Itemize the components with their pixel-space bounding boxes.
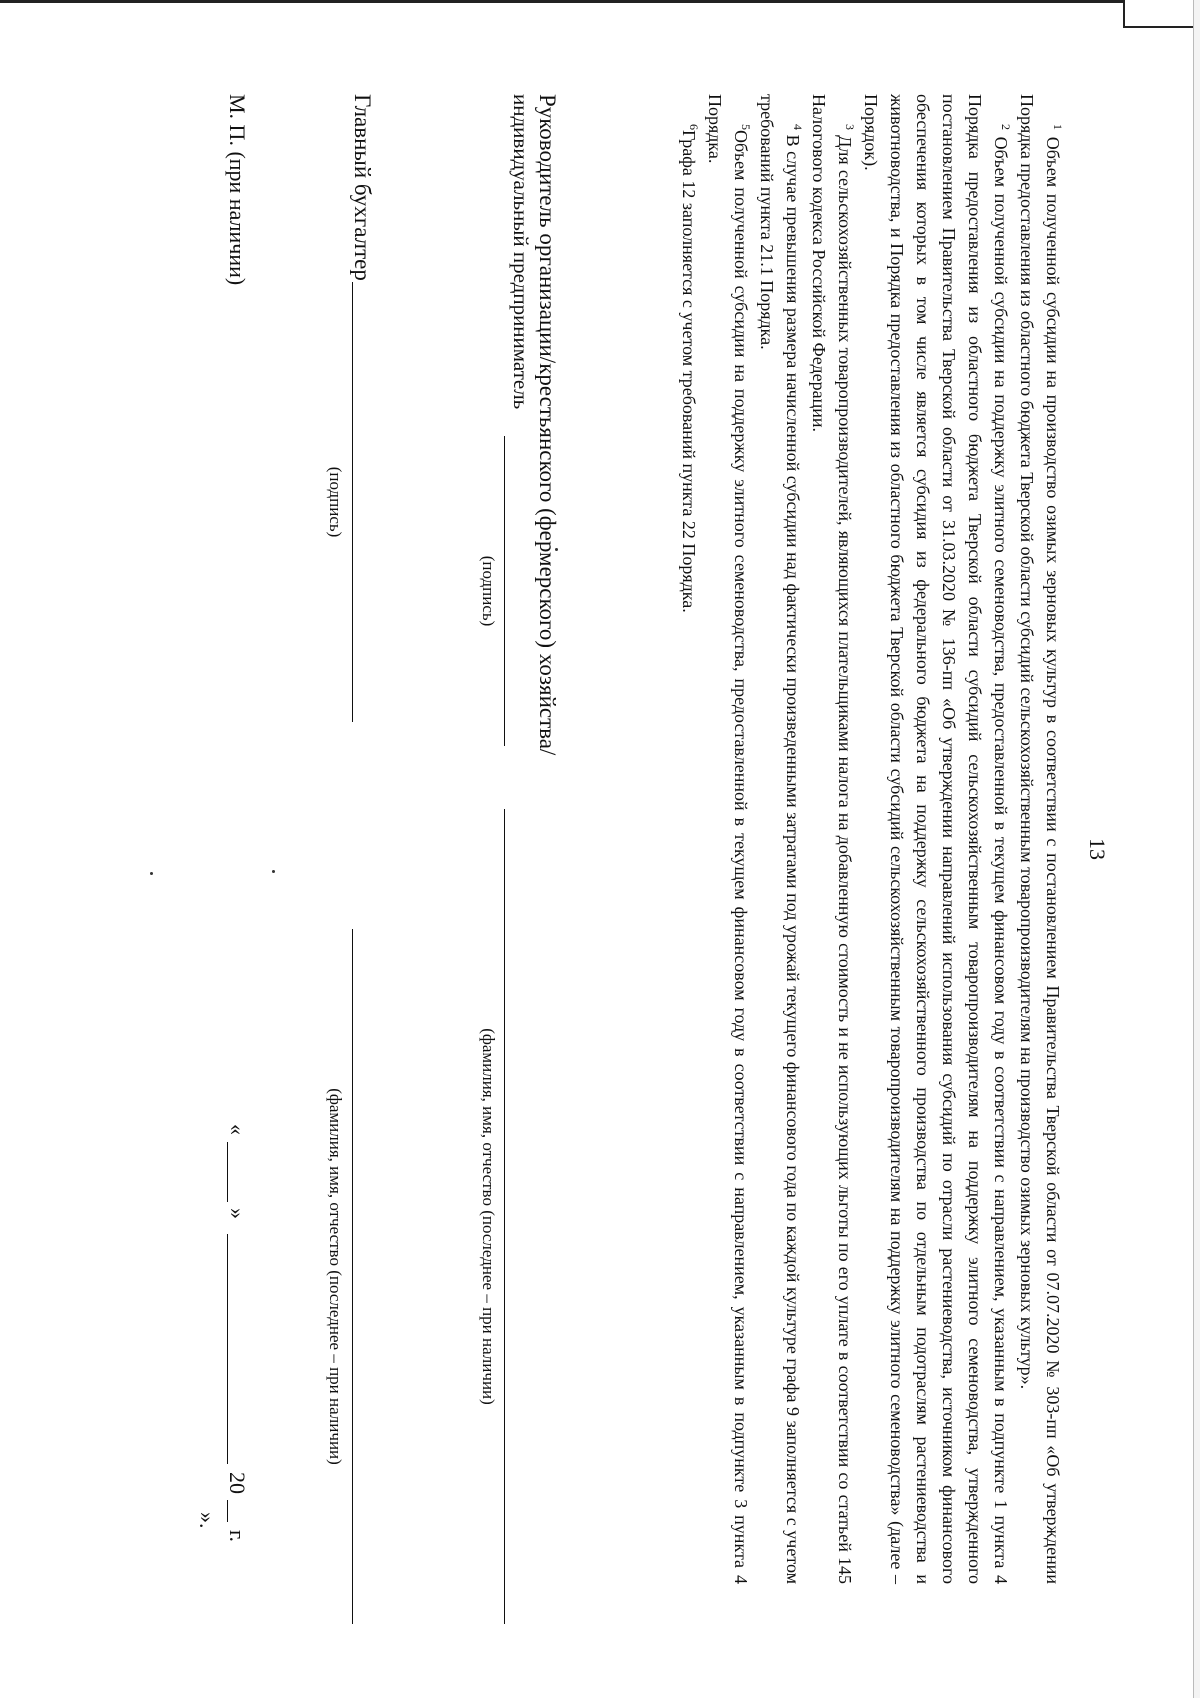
- date-open-quote: «: [225, 1124, 250, 1135]
- seal-label: М. П. (при наличии): [225, 94, 250, 286]
- accountant-name-line[interactable]: [352, 929, 353, 1624]
- scan-notch: [1123, 0, 1200, 28]
- footnote-text: Объем полученной субсидии на поддержку элитного семеноводства, предоставленной в текущем финансовом году в соответствии с направлением, указанным в подпункте 1 пункта 4 Порядка предоставления из областного бюджета Тверской области субсидий сельскохозяйственным товаропроизводителям на поддержку элитного семеноводства, утвержденного постановлением Правительства Тверской области от 31.03.2020 № 136-пп «Об утверждении направлений использования субсидий по отрасли растениеводства, источником финансового обеспечения которых в том числе является субсидия из федерального бюджета на поддержку сельскохозяйственного производства по отдельным подотраслям растениеводства и животноводства, и Порядка предоставления из областного бюджета Тверской области субсидий сельскохозяйственным товаропроизводителям на поддержку элитного семеноводства» (далее – Порядок).: [861, 94, 1011, 1584]
- head-name-line[interactable]: [504, 809, 505, 1624]
- scan-edge-top: [0, 0, 1130, 3]
- accountant-signature-caption: (подпись): [326, 466, 345, 538]
- date-year-line[interactable]: [227, 1500, 228, 1522]
- footnote-3: [806, 94, 858, 1584]
- footnote-mark: 1: [1051, 124, 1065, 130]
- footnotes: [676, 94, 1066, 1584]
- head-signature-line[interactable]: [504, 436, 505, 746]
- footnote-4: [754, 94, 806, 1584]
- footnote-mark: 5: [739, 124, 753, 130]
- date-close-quote: »: [225, 1208, 250, 1219]
- accountant-signature-line[interactable]: [352, 282, 353, 722]
- footnote-mark: 6: [687, 124, 701, 130]
- accountant-name-caption: (фамилия, имя, отчество (последнее – при наличии): [326, 1088, 345, 1465]
- footnote-text: Для сельскохозяйственных товаропроизводителей, являющихся плательщиками налога на добавленную стоимость и не использующих льготы по его уплате в соответствии со статьей 145 Налогового кодекса Российской Федерации.: [809, 94, 855, 1585]
- page-number: 13: [1085, 838, 1110, 860]
- head-signature-block: [420, 94, 560, 1624]
- accountant-title: Главный бухгалтер: [350, 94, 375, 281]
- footnote-mark: 4: [791, 124, 805, 130]
- accountant-signature-block: [295, 94, 375, 1624]
- date-day-line[interactable]: [227, 1142, 228, 1202]
- seal-date-block: [170, 94, 250, 1624]
- footnote-mark: 3: [843, 124, 857, 130]
- footnote-1: [1014, 94, 1066, 1584]
- head-name-caption: (фамилия, имя, отчество (последнее – при наличии): [479, 1028, 498, 1405]
- footnote-6: [676, 94, 702, 1584]
- footnote-5: [702, 94, 754, 1584]
- scan-edge-right: [1193, 0, 1200, 1698]
- head-title-line1: Руководитель организации/крестьянского (фермерского) хозяйства/: [535, 94, 560, 756]
- footnote-2: [858, 94, 1014, 1584]
- footnote-text: Графа 12 заполняется с учетом требований пункта 22 Порядка.: [679, 130, 699, 613]
- rotated-page: [70, 34, 1130, 1664]
- footnote-text: Объем полученной субсидии на производство озимых зерновых культур в соответствии с постановлением Правительства Тверской области от 07.07.2020 № 303-пп «Об утверждении Порядка предоставления из областного бюджета Тверской области субсидий сельскохозяйственным товаропроизводителям на производство озимых зерновых культур».: [1017, 94, 1063, 1585]
- head-title-line2: индивидуальный предприниматель: [509, 94, 533, 410]
- date-year-prefix: 20: [225, 1472, 250, 1494]
- footnote-text: В случае превышения размера начисленной субсидии над фактически произведенными затратами под урожай текущего финансового года по каждой культуре графа 9 заполняется с учетом требований пункта 21.1 Порядка.: [757, 94, 803, 1584]
- date-year-suffix: г.: [225, 1530, 250, 1543]
- footnote-mark: 2: [999, 124, 1013, 130]
- date-trailing-quote: ».: [195, 1512, 220, 1529]
- date-month-line[interactable]: [227, 1234, 228, 1464]
- footnote-text: Объем полученной субсидии на поддержку элитного семеноводства, предоставленной в текущем финансовом году в соответствии с направлением, указанным в подпункте 3 пункта 4 Порядка.: [705, 94, 751, 1584]
- head-signature-caption: (подпись): [479, 555, 498, 627]
